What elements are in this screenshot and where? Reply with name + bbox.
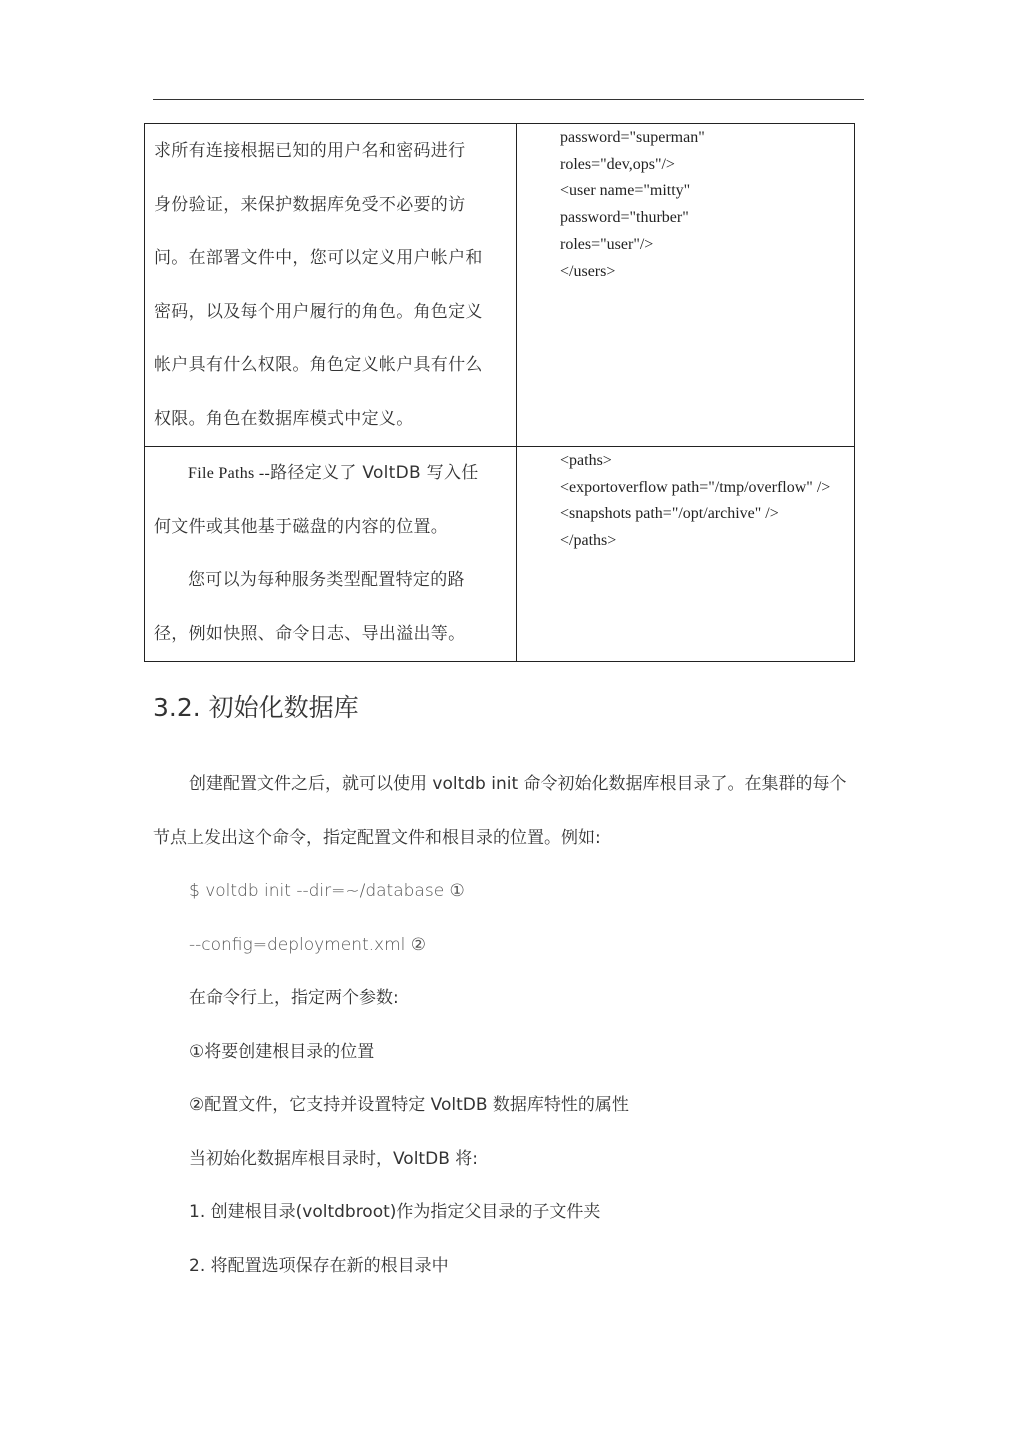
paragraph-line: 当初始化数据库根目录时，VoltDB 将:: [189, 1148, 478, 1169]
description-line: 您可以为每种服务类型配置特定的路: [188, 570, 465, 590]
list-item: 1. 创建根目录(voltdbroot)作为指定父目录的子文件夹: [189, 1202, 601, 1222]
command-line: $ voltdb init --dir=~/database ①: [189, 881, 465, 901]
description-cell: [145, 447, 517, 662]
description-line: 密码，以及每个用户履行的角色。角色定义: [154, 301, 483, 322]
code-line: password="thurber": [560, 209, 689, 227]
description-line: 求所有连接根据已知的用户名和密码进行: [154, 141, 466, 161]
code-line: <snapshots path="/opt/archive" />: [560, 505, 779, 523]
paragraph-line: 创建配置文件之后，就可以使用 voltdb init 命令初始化数据库根目录了。在集群的每个: [189, 774, 847, 794]
paragraph-line: 在命令行上，指定两个参数:: [189, 988, 399, 1008]
code-line: roles="dev,ops"/>: [560, 155, 675, 173]
code-line: <paths>: [560, 452, 612, 469]
config-table: [144, 123, 855, 662]
parameter-item: ①将要创建根目录的位置: [189, 1041, 375, 1062]
paragraph-line: 节点上发出这个命令，指定配置文件和根目录的位置。例如:: [153, 827, 601, 848]
code-line: roles="user"/>: [560, 235, 654, 253]
code-cell: [517, 447, 855, 662]
code-line: </users>: [560, 262, 616, 280]
code-cell: [517, 124, 855, 447]
table-row: [145, 447, 855, 662]
parameter-item: ②配置文件，它支持并设置特定 VoltDB 数据库特性的属性: [189, 1095, 629, 1115]
code-line: <user name="mitty": [560, 182, 691, 200]
header-rule: [153, 99, 864, 100]
description-line: 帐户具有什么权限。角色定义帐户具有什么: [154, 355, 483, 375]
code-line: </paths>: [560, 532, 617, 550]
description-line: 何文件或其他基于磁盘的内容的位置。: [154, 516, 449, 537]
file-paths-label: File Paths --: [188, 465, 271, 482]
description-line: 权限。角色在数据库模式中定义。: [154, 408, 414, 429]
section-title: 3.2. 初始化数据库: [153, 693, 359, 722]
code-line: password="superman": [560, 129, 705, 146]
description-line: [154, 447, 508, 501]
description-line: 身份验证，来保护数据库免受不必要的访: [154, 194, 466, 215]
table-row: [145, 124, 855, 447]
section-body: [153, 758, 873, 1293]
command-line: --config=deployment.xml ②: [189, 934, 427, 955]
description-text: 路径定义了 VoltDB 写入任: [270, 463, 479, 483]
code-line: <exportoverflow path="/tmp/overflow" />: [560, 478, 831, 496]
list-item: 2. 将配置选项保存在新的根目录中: [189, 1255, 449, 1276]
description-cell: [145, 124, 517, 447]
description-line: 径，例如快照、命令日志、导出溢出等。: [154, 623, 466, 644]
description-line: 问。在部署文件中，您可以定义用户帐户和: [154, 248, 483, 268]
